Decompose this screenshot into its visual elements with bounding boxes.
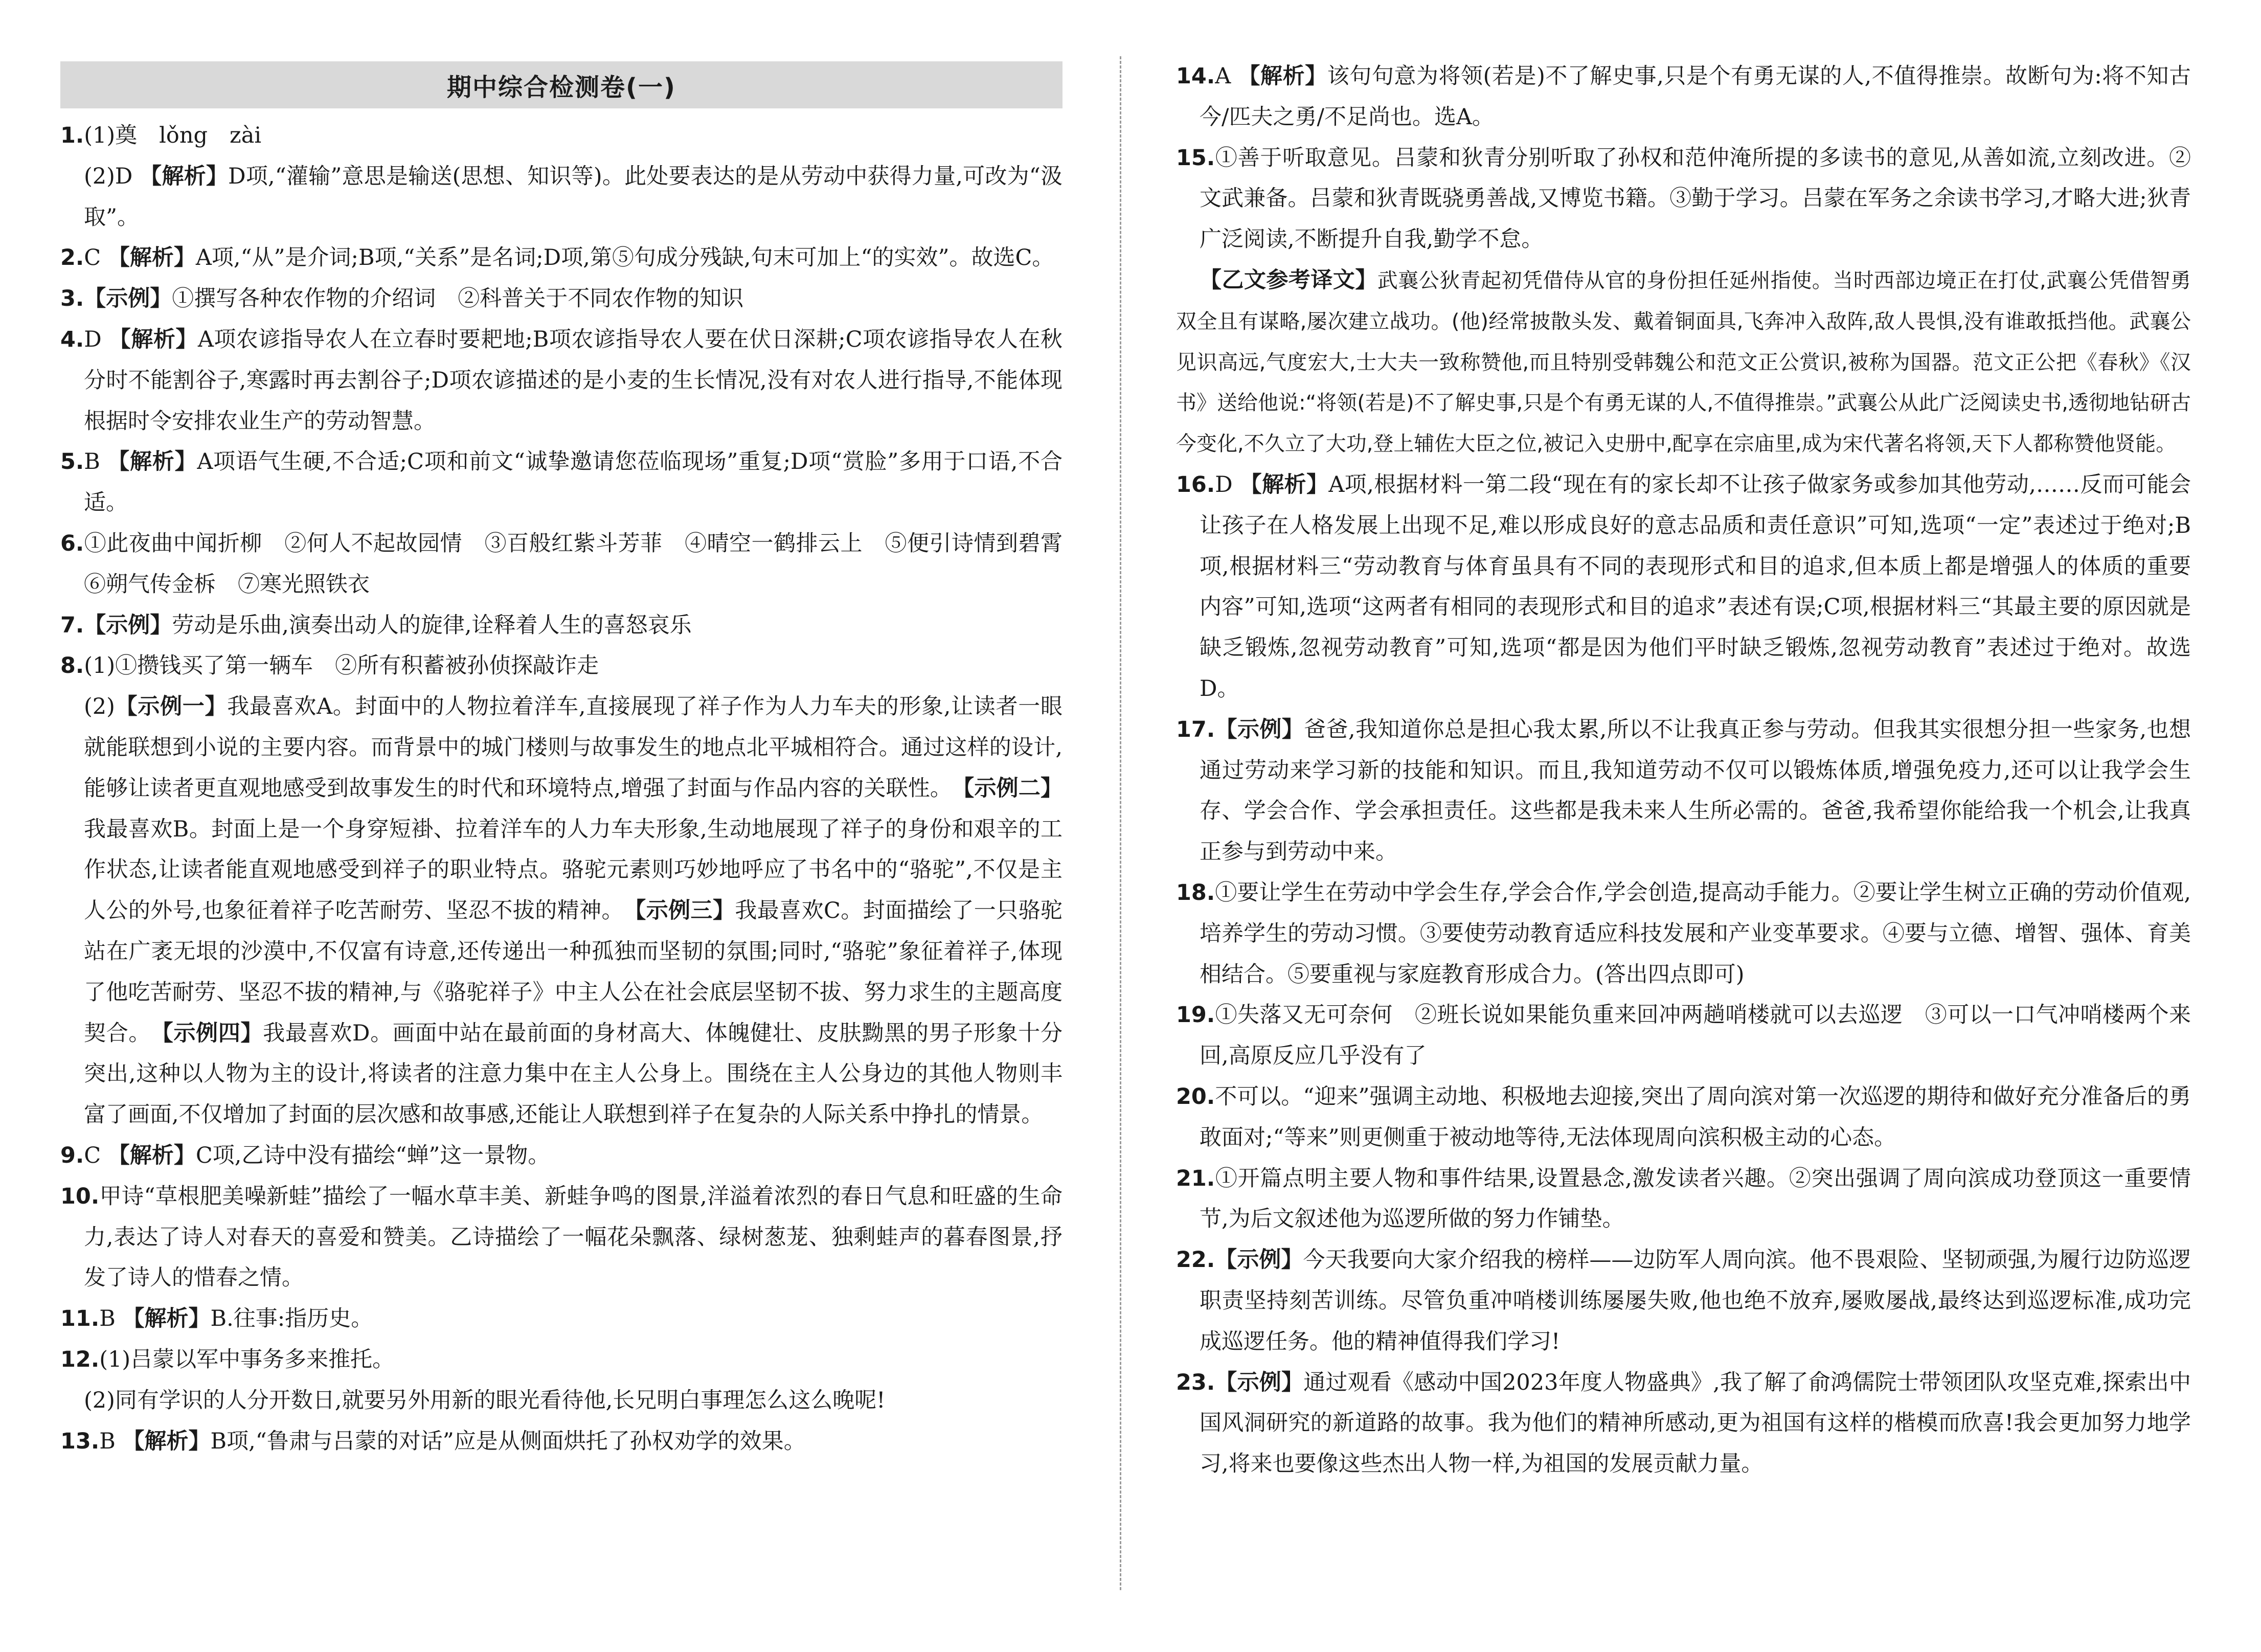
answer-4: 4.D 【解析】A项农谚指导农人在立春时要耙地;B项农谚指导农人要在伏日深耕;C项农谚指导农人在秋分时不能割谷子,寒露时再去割谷子;D项农谚描述的是小麦的生长情况,没有对农人进行指导,不能体现根据时令安排农业生产的劳动智慧。: [60, 326, 1063, 434]
answer-1b: (2)D 【解析】D项,“灌输”意思是输送(思想、知识等)。此处要表达的是从劳动中获得力量,可改为“汲取”。: [84, 163, 1063, 230]
answer-21: 21.①开篇点明主要人物和事件结果,设置悬念,激发读者兴趣。②突出强调了周向滨成功登顶这一重要情节,为后文叙述他为巡逻所做的努力作铺垫。: [1176, 1165, 2191, 1232]
answer-8a: 8.(1)①攒钱买了第一辆车 ②所有积蓄被孙侦探敲诈走: [60, 653, 599, 679]
answer-17: 17.【示例】爸爸,我知道你总是担心我太累,所以不让我真正参与劳动。但我其实很想分担一些家务,也想通过劳动来学习新的技能和知识。而且,我知道劳动不仅可以锻炼体质,增强免疫力,还可以让我学会生存、学会合作、学会承担责任。这些都是我未来人生所必需的。爸爸,我希望你能给我一个机会,让我真正参与到劳动中来。: [1176, 716, 2191, 865]
answer-11: 11.B 【解析】B.往事:指历史。: [60, 1306, 373, 1332]
answer-13: 13.B 【解析】B项,“鲁肃与吕蒙的对话”应是从侧面烘托了孙权劝学的效果。: [60, 1428, 806, 1454]
answer-15: 15.①善于听取意见。吕蒙和狄青分别听取了孙权和范仲淹所提的多读书的意见,从善如流,立刻改进。②文武兼备。吕蒙和狄青既骁勇善战,又博览书籍。③勤于学习。吕蒙在军务之余读书学习,才略大进;狄青广泛阅读,不断提升自我,勤学不怠。: [1176, 145, 2191, 253]
answer-12a: 12.(1)吕蒙以军中事务多来推托。: [60, 1346, 395, 1372]
right-column: [1176, 56, 2191, 1485]
page-title: 期中综合检测卷(一): [60, 61, 1062, 108]
answer-1a: 1.(1)奠 lǒng zài: [60, 123, 262, 148]
answer-22: 22.【示例】今天我要向大家介绍我的榜样——边防军人周向滨。他不畏艰险、坚韧顽强,为履行边防巡逻职责坚持刻苦训练。尽管负重冲哨楼训练屡屡失败,他也绝不放弃,屡败屡战,最终达到巡逻标准,成功完成巡逻任务。他的精神值得我们学习!: [1176, 1247, 2191, 1354]
answer-9: 9.C 【解析】C项,乙诗中没有描绘“蝉”这一景物。: [60, 1142, 550, 1168]
answer-20: 20.不可以。“迎来”强调主动地、积极地去迎接,突出了周向滨对第一次巡逻的期待和做好充分准备后的勇敢面对;“等来”则更侧重于被动地等待,无法体现周向滨积极主动的心态。: [1176, 1083, 2191, 1150]
answer-6: 6.①此夜曲中闻折柳 ②何人不起故园情 ③百般红紫斗芳菲 ④晴空一鹤排云上 ⑤便引诗情到碧霄 ⑥朔气传金柝 ⑦寒光照铁衣: [60, 530, 1084, 597]
answers-right: [1176, 56, 2191, 1485]
left-column: [60, 61, 1084, 1462]
answer-10: 10.甲诗“草根肥美噪新蛙”描绘了一幅水草丰美、新蛙争鸣的图景,洋溢着浓烈的春日气息和旺盛的生命力,表达了诗人对春天的喜爱和赞美。乙诗描绘了一幅花朵飘落、绿树葱茏、独剩蛙声的暮春图景,抒发了诗人的惜春之情。: [60, 1183, 1062, 1291]
answer-18: 18.①要让学生在劳动中学会生存,学会合作,学会创造,提高动手能力。②要让学生树立正确的劳动价值观,培养学生的劳动习惯。③要使劳动教育适应科技发展和产业变革要求。④要与立德、增智、强体、育美相结合。⑤要重视与家庭教育形成合力。(答出四点即可): [1176, 879, 2191, 987]
answer-12b: (2)同有学识的人分开数日,就要另外用新的眼光看待他,长兄明白事理怎么这么晚呢!: [84, 1387, 886, 1413]
answer-23: 23.【示例】通过观看《感动中国2023年度人物盛典》,我了解了俞鸿儒院士带领团队攻坚克难,探索出中国风洞研究的新道路的故事。我为他们的精神所感动,更为祖国有这样的楷模而欣喜!我会更加努力地学习,将来也要像这些杰出人物一样,为祖国的发展贡献力量。: [1176, 1369, 2191, 1477]
answer-2: 2.C 【解析】A项,“从”是介词;B项,“关系”是名词;D项,第⑤句成分残缺,句末可加上“的实效”。故选C。: [60, 245, 1054, 271]
answer-5: 5.B 【解析】A项语气生硬,不合适;C项和前文“诚挚邀请您莅临现场”重复;D项“赏脸”多用于口语,不合适。: [60, 449, 1062, 516]
answer-7: 7.【示例】劳动是乐曲,演奏出动人的旋律,诠释着人生的喜怒哀乐: [60, 612, 692, 638]
answer-19: 19.①失落又无可奈何 ②班长说如果能负重来回冲两趟哨楼就可以去巡逻 ③可以一口气冲哨楼两个来回,高原反应几乎没有了: [1176, 1002, 2191, 1069]
translation-paragraph: 【乙文参考译文】武襄公狄青起初凭借侍从官的身份担任延州指使。当时西部边境正在打仗,武襄公凭借智勇双全且有谋略,屡次建立战功。(他)经常披散头发、戴着铜面具,飞奔冲入敌阵,敌人畏惧,没有谁敢抵挡他。武襄公见识高远,气度宏大,士大夫一致称赞他,而且特别受韩魏公和范文正公赏识,被称为国器。范文正公把《春秋》《汉书》送给他说:“将领(若是)不了解史事,只是个有勇无谋的人,不值得推崇。”武襄公从此广泛阅读史书,透彻地钻研古今变化,不久立了大功,登上辅佐大臣之位,被记入史册中,配享在宗庙里,成为宋代著名将领,天下人都称赞他贤能。: [1176, 267, 2191, 456]
answer-16: 16.D 【解析】A项,根据材料一第二段“现在有的家长却不让孩子做家务或参加其他劳动,……反而可能会让孩子在人格发展上出现不足,难以形成良好的意志品质和责任意识”可知,选项“一定”表述过于绝对;B项,根据材料三“劳动教育与体育虽具有不同的表现形式和目的追求,但本质上都是增强人的体质的重要内容”可知,选项“这两者有相同的表现形式和目的追求”表述有误;C项,根据材料三“其最主要的原因就是缺乏锻炼,忽视劳动教育”可知,选项“都是因为他们平时缺乏锻炼,忽视劳动教育”表述过于绝对。故选D。: [1176, 471, 2191, 701]
answers-left: [60, 116, 1084, 1462]
answer-3: 3.【示例】①撰写各种农作物的介绍词 ②科普关于不同农作物的知识: [60, 286, 744, 312]
column-divider: [1120, 56, 1121, 1590]
answer-8b: (2)【示例一】我最喜欢A。封面中的人物拉着洋车,直接展现了祥子作为人力车夫的形象,让读者一眼就能联想到小说的主要内容。而背景中的城门楼则与故事发生的地点北平城相符合。通过这样的设计,能够让读者更直观地感受到故事发生的时代和环境特点,增强了封面与作品内容的关联性。 【示例二】我最喜欢B。封面上是一个身穿短褂、拉着洋车的人力车夫形象,生动地展现了祥子的身份和艰辛的工作状态,让读者能直观地感受到祥子的职业特点。骆驼元素则巧妙地呼应了书名中的“骆驼”,不仅是主人公的外号,也象征着祥子吃苦耐劳、坚忍不拔的精神。 【示例三】我最喜欢C。封面描绘了一只骆驼站在广袤无垠的沙漠中,不仅富有诗意,还传递出一种孤独而坚韧的氛围;同时,“骆驼”象征着祥子,体现了他吃苦耐劳、坚忍不拔的精神,与《骆驼祥子》中主人公在社会底层坚韧不拔、努力求生的主题高度契合。 【示例四】我最喜欢D。画面中站在最前面的身材高大、体魄健壮、皮肤黝黑的男子形象十分突出,这种以人物为主的设计,将读者的注意力集中在主人公身上。围绕在主人公身边的其他人物则丰富了画面,不仅增加了封面的层次感和故事感,还能让人联想到祥子在复杂的人际关系中挣扎的情景。: [84, 694, 1063, 1128]
answer-14: 14.A 【解析】该句句意为将领(若是)不了解史事,只是个有勇无谋的人,不值得推崇。故断句为:将不知古今/匹夫之勇/不足尚也。选A。: [1176, 63, 2191, 130]
